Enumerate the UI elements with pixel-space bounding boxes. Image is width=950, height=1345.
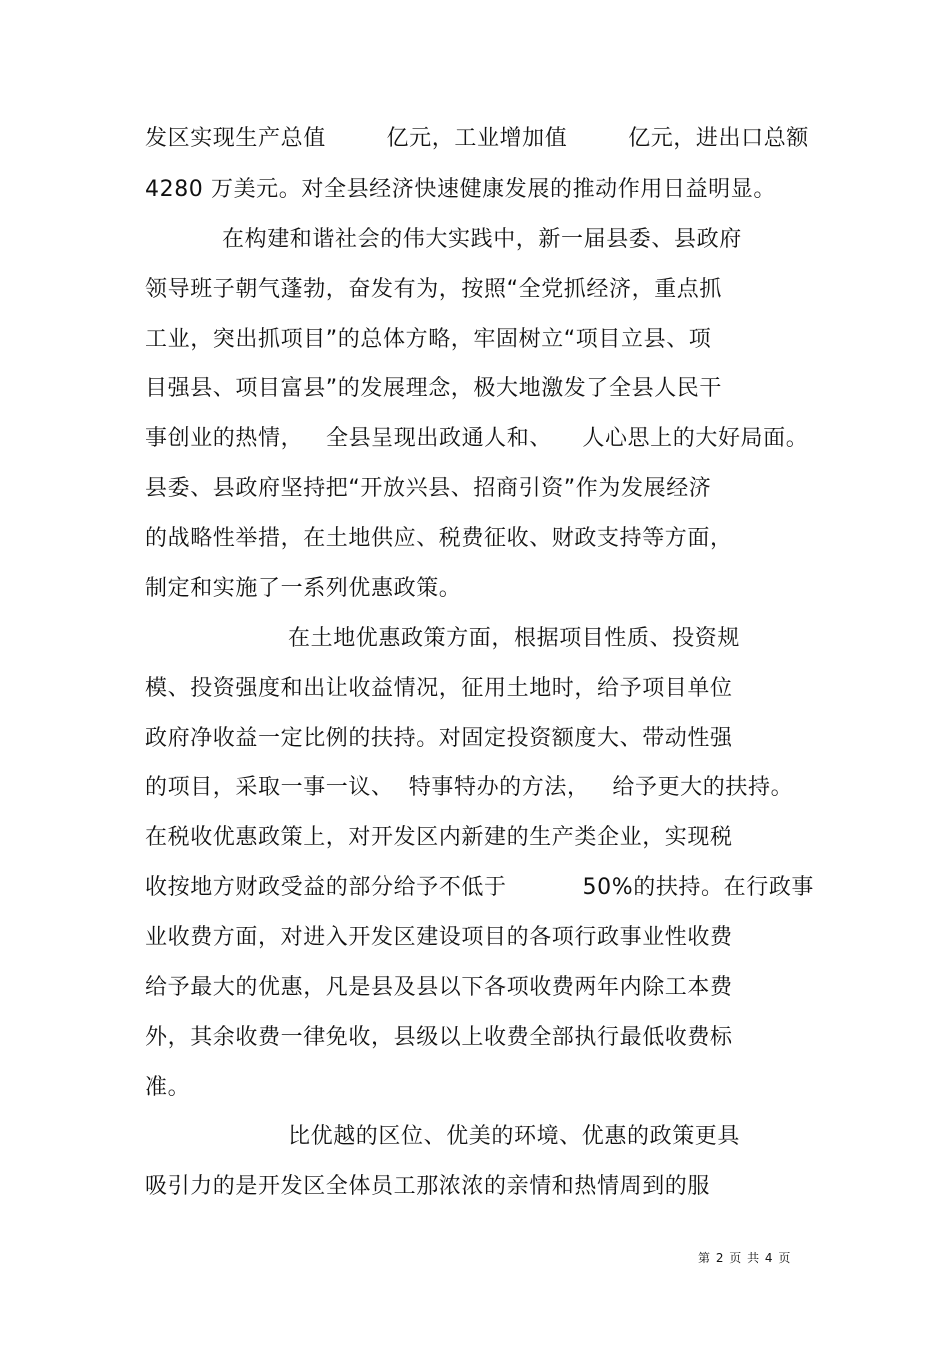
text-line-20: 准。 <box>145 1075 191 1100</box>
text-line-3: 在构建和谐社会的伟大实践中，新一届县委、县政府 <box>222 227 742 252</box>
text-line-17: 业收费方面，对进入开发区建设项目的各项行政事业性收费 <box>145 925 733 950</box>
text-line-14: 的项目，采取一事一议、 特事特办的方法， 给予更大的扶持。 <box>145 775 794 800</box>
text-line-16: 收按地方财政受益的部分给予不低于 50%的扶持。在行政事 <box>145 875 815 900</box>
text-line-12: 模、投资强度和出让收益情况，征用土地时，给予项目单位 <box>145 676 733 701</box>
text-line-22: 吸引力的是开发区全体员工那浓浓的亲情和热情周到的服 <box>145 1174 711 1199</box>
text-line-5: 工业，突出抓项目”的总体方略，牢固树立“项目立县、项 <box>145 327 712 352</box>
text-line-18: 给予最大的优惠，凡是县及县以下各项收费两年内除工本费 <box>145 975 733 1000</box>
text-line-21: 比优越的区位、优美的环境、优惠的政策更具 <box>288 1124 741 1149</box>
text-line-6: 目强县、项目富县”的发展理念，极大地激发了全县人民干 <box>145 376 722 401</box>
text-line-2: 4280 万美元。对全县经济快速健康发展的推动作用日益明显。 <box>145 177 776 202</box>
text-line-10: 制定和实施了一系列优惠政策。 <box>145 576 462 601</box>
text-line-9: 的战略性举措，在土地供应、税费征收、财政支持等方面， <box>145 526 733 551</box>
text-line-1: 发区实现生产总值 亿元，工业增加值 亿元，进出口总额 <box>145 126 809 151</box>
text-line-13: 政府净收益一定比例的扶持。对固定投资额度大、带动性强 <box>145 726 733 751</box>
text-line-15: 在税收优惠政策上，对开发区内新建的生产类企业，实现税 <box>145 825 733 850</box>
page-number-footer: 第 2 页 共 4 页 <box>698 1251 792 1265</box>
text-line-4: 领导班子朝气蓬勃，奋发有为，按照“全党抓经济，重点抓 <box>145 277 722 302</box>
text-line-19: 外，其余收费一律免收，县级以上收费全部执行最低收费标 <box>145 1025 733 1050</box>
text-line-8: 县委、县政府坚持把“开放兴县、招商引资”作为发展经济 <box>145 476 712 501</box>
text-line-7: 事创业的热情， 全县呈现出政通人和、 人心思上的大好局面。 <box>145 426 809 451</box>
text-line-11: 在土地优惠政策方面，根据项目性质、投资规 <box>288 626 741 651</box>
